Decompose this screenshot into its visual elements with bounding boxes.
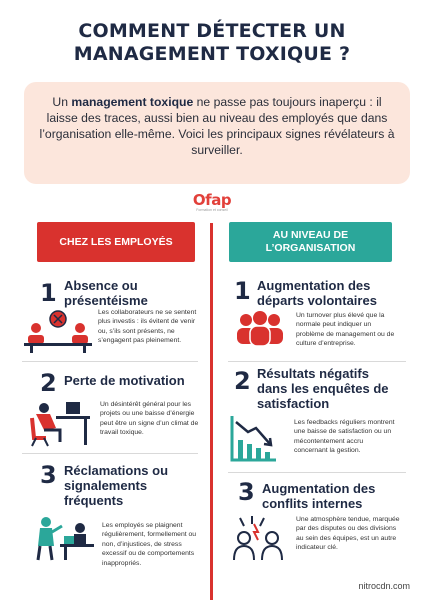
separator bbox=[228, 361, 406, 362]
item-title: Perte de motivation bbox=[64, 373, 185, 388]
absent-desk-icon bbox=[22, 306, 94, 354]
item-number: 3 bbox=[238, 478, 255, 506]
item-text: Les feedbacks réguliers montrent une baisse de satisfaction ou un mécontentement accru concernant la gestion. bbox=[294, 419, 395, 455]
intro-suffix: ne passe pas toujours inaperçu : il laisse des traces, aussi bien au niveau des employés que dans l’organisation elle-même. Voici les principaux signes révélateurs à surveiller. bbox=[39, 95, 395, 157]
intro-prefix: Un bbox=[52, 95, 72, 109]
item-text: Un désintérêt général pour les projets ou une baisse d’énergie peut être un signe d’un climat de travail toxique. bbox=[100, 401, 199, 437]
item-title: Augmentation des départs volontaires bbox=[257, 278, 377, 308]
separator bbox=[22, 453, 198, 454]
item-number: 1 bbox=[40, 279, 57, 307]
item-title: Augmentation des conflits internes bbox=[262, 481, 376, 511]
item-number: 2 bbox=[40, 369, 57, 397]
header-organization: AU NIVEAU DE L’ORGANISATION bbox=[229, 222, 392, 262]
team-departure-icon bbox=[236, 310, 284, 346]
conflict-icon bbox=[232, 514, 288, 562]
item-text: Les collaborateurs ne se sentent plus investis : ils évitent de venir ou, s’ils sont présents, ne s’engagent pas pleinement. bbox=[98, 309, 197, 345]
declining-chart-icon bbox=[228, 414, 278, 464]
header-employees: CHEZ LES EMPLOYÉS bbox=[37, 222, 195, 262]
item-text: Une atmosphère tendue, marquée par des disputes ou des divisions au sein des équipes, est un autre indicateur clé. bbox=[296, 516, 400, 552]
title-line-1: COMMENT DÉTECTER UN bbox=[78, 20, 346, 42]
item-number: 3 bbox=[40, 461, 57, 489]
title-line-2: MANAGEMENT TOXIQUE ? bbox=[73, 43, 351, 65]
ofap-logo bbox=[186, 192, 238, 214]
item-text: Un turnover plus élevé que la normale peut indiquer un problème de management ou de culture d’entreprise. bbox=[296, 312, 395, 348]
item-number: 1 bbox=[234, 277, 251, 305]
source-footer: nitrocdn.com bbox=[358, 581, 410, 591]
item-title: Réclamations ou signalements fréquents bbox=[64, 463, 169, 508]
separator bbox=[22, 361, 198, 362]
intro-bold: management toxique bbox=[71, 95, 194, 109]
item-text: Les employés se plaignent régulièrement, formellement ou non, d’injustices, de stress excessif ou de comportements inappropriés. bbox=[102, 522, 197, 567]
page-title bbox=[0, 20, 424, 66]
item-title: Résultats négatifs dans les enquêtes de satisfaction bbox=[257, 366, 389, 411]
tired-worker-icon bbox=[26, 398, 92, 448]
item-title: Absence ou présentéisme bbox=[64, 278, 148, 308]
logo-text: Ofap bbox=[192, 191, 232, 209]
separator bbox=[228, 472, 406, 473]
column-divider bbox=[210, 223, 213, 600]
item-number: 2 bbox=[234, 367, 251, 395]
logo-tagline: Formation et conseil bbox=[196, 208, 228, 212]
intro-box bbox=[24, 82, 410, 184]
complaint-desk-icon bbox=[34, 514, 94, 564]
